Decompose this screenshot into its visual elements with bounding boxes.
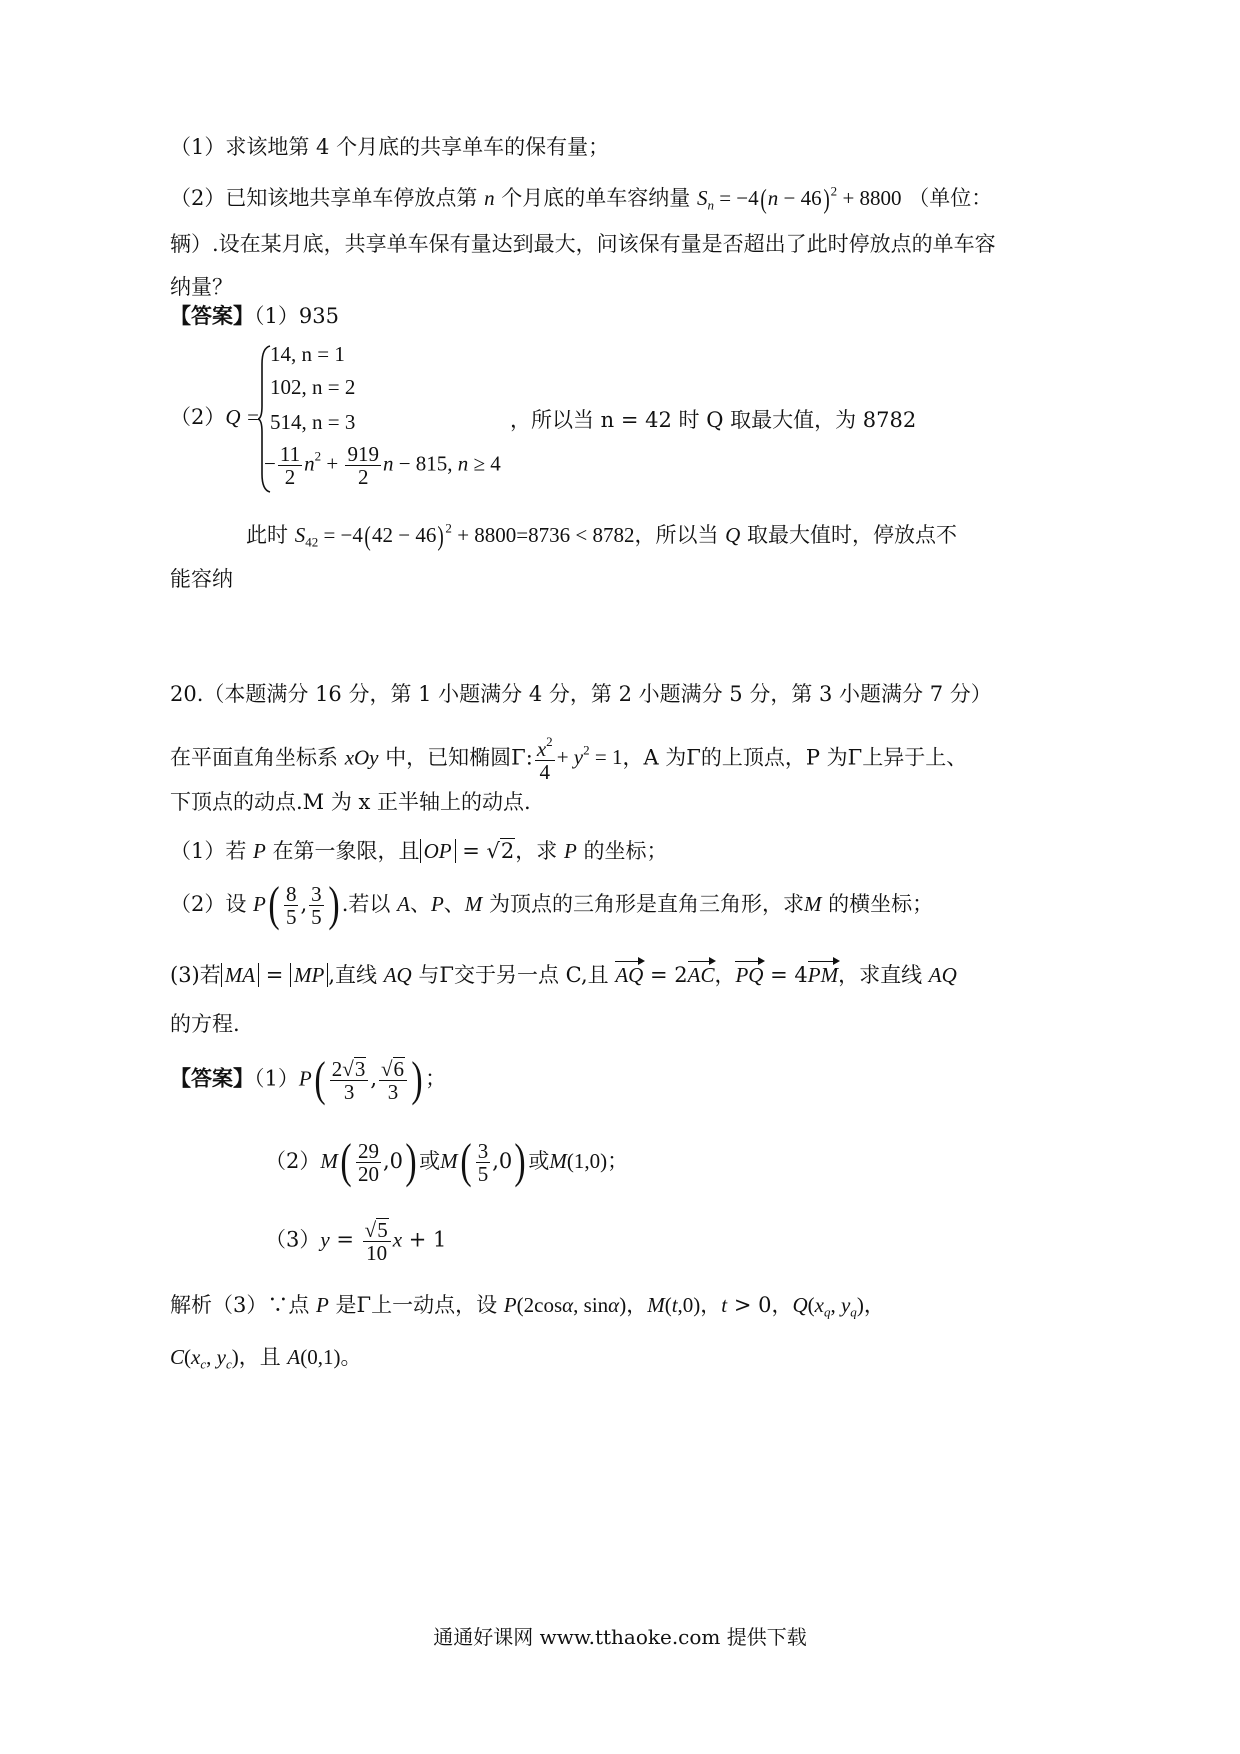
- q19-answer2-line2: 此时 $S_{42} = -4(42 - 46)^2 + 8800=8736 < 8782$，所以当 Q 取最大值时，停放点不: [246, 520, 958, 552]
- q19-answer1: 【答案】（1）935: [170, 303, 339, 328]
- q19-part2-line2: 辆）.设在某月底，共享单车保有量达到最大，问该保有量是否超出了此时停放点的单车容: [170, 232, 996, 256]
- q19-part2-line1: （2）已知该地共享单车停放点第 n 个月底的单车容纳量 $S_n = -4(n - 46)^2 + 8800$ （单位：: [170, 183, 993, 215]
- q19-part1: （1）求该地第 4 个月底的共享单车的保有量；: [170, 135, 610, 159]
- q20-analysis-line1: 解析（3）∵点 P 是Γ上一动点，设 P(2cosα, sinα)，M(t,0)，t > 0，$Q(x_q$, $y_q$)，: [170, 1293, 885, 1320]
- case-3: 514, n = 3: [270, 410, 356, 434]
- q20-answer2: （2）M( $\frac{29}{20}$ ,0) 或M( $\frac{3}{5}$ ,0) 或M(1,0)；: [265, 1135, 629, 1189]
- q20-analysis-line2: $C(x_c$, $y_c$)，且 A(0,1)。: [170, 1345, 362, 1372]
- q20-part3-line2: 的方程.: [170, 1012, 240, 1036]
- q19-answer2-prefix: （2）Q =: [170, 405, 260, 429]
- q20-stem-line2: 下顶点的动点.M 为 x 正半轴上的动点.: [170, 790, 531, 814]
- page-footer: 通通好课网 www.tthaoke.com 提供下载: [433, 1625, 807, 1649]
- case-4: − $\frac{11}{2}$ $n^2$ + $\frac{919}{2}$ n − 815, n ≥ 4: [264, 442, 501, 490]
- q19-capacity-formula: $S_n = -4(n - 46)^2 + 8800$: [696, 183, 902, 215]
- q20-stem-line1: 在平面直角坐标系 xOy 中，已知椭圆Γ: $\frac{x^2}{4}$ + $y^2 = 1$，A 为Γ的上顶点，P 为Γ上异于上、: [170, 734, 968, 784]
- case-2: 102, n = 2: [270, 375, 356, 399]
- q19-answer2-tail: ，所以当 n = 42 时 Q 取最大值，为 8782: [510, 408, 917, 432]
- case-1: 14, n = 1: [270, 342, 345, 366]
- q20-answer3: （3）y = √ 5 10 x + 1: [265, 1218, 447, 1266]
- q20-part1: （1）若 P 在第一象限，且 OP = √ 2 ，求 P 的坐标；: [170, 839, 668, 863]
- q20-answer1: 【答案】（1）P( 2√ 3 3 , √ 6 3 ) ；: [170, 1052, 447, 1106]
- q20-part2: （2）设 P( $\frac{8}{5}$ , $\frac{3}{5}$ ) .若以 A、P、M 为顶点的三角形是直角三角形，求M 的横坐标；: [170, 878, 934, 932]
- q20-part3: (3)若 MA = MP ,直线 AQ 与Γ交于另一点 C,且 AQ = 2AC，PQ = 4PM，求直线 AQ: [170, 963, 957, 987]
- q19-part2-line3: 纳量？: [170, 275, 233, 299]
- q20-header: 20.（本题满分 16 分，第 1 小题满分 4 分，第 2 小题满分 5 分，第 3 小题满分 7 分）: [170, 682, 992, 706]
- q19-answer2-line3: 能容纳: [170, 567, 233, 591]
